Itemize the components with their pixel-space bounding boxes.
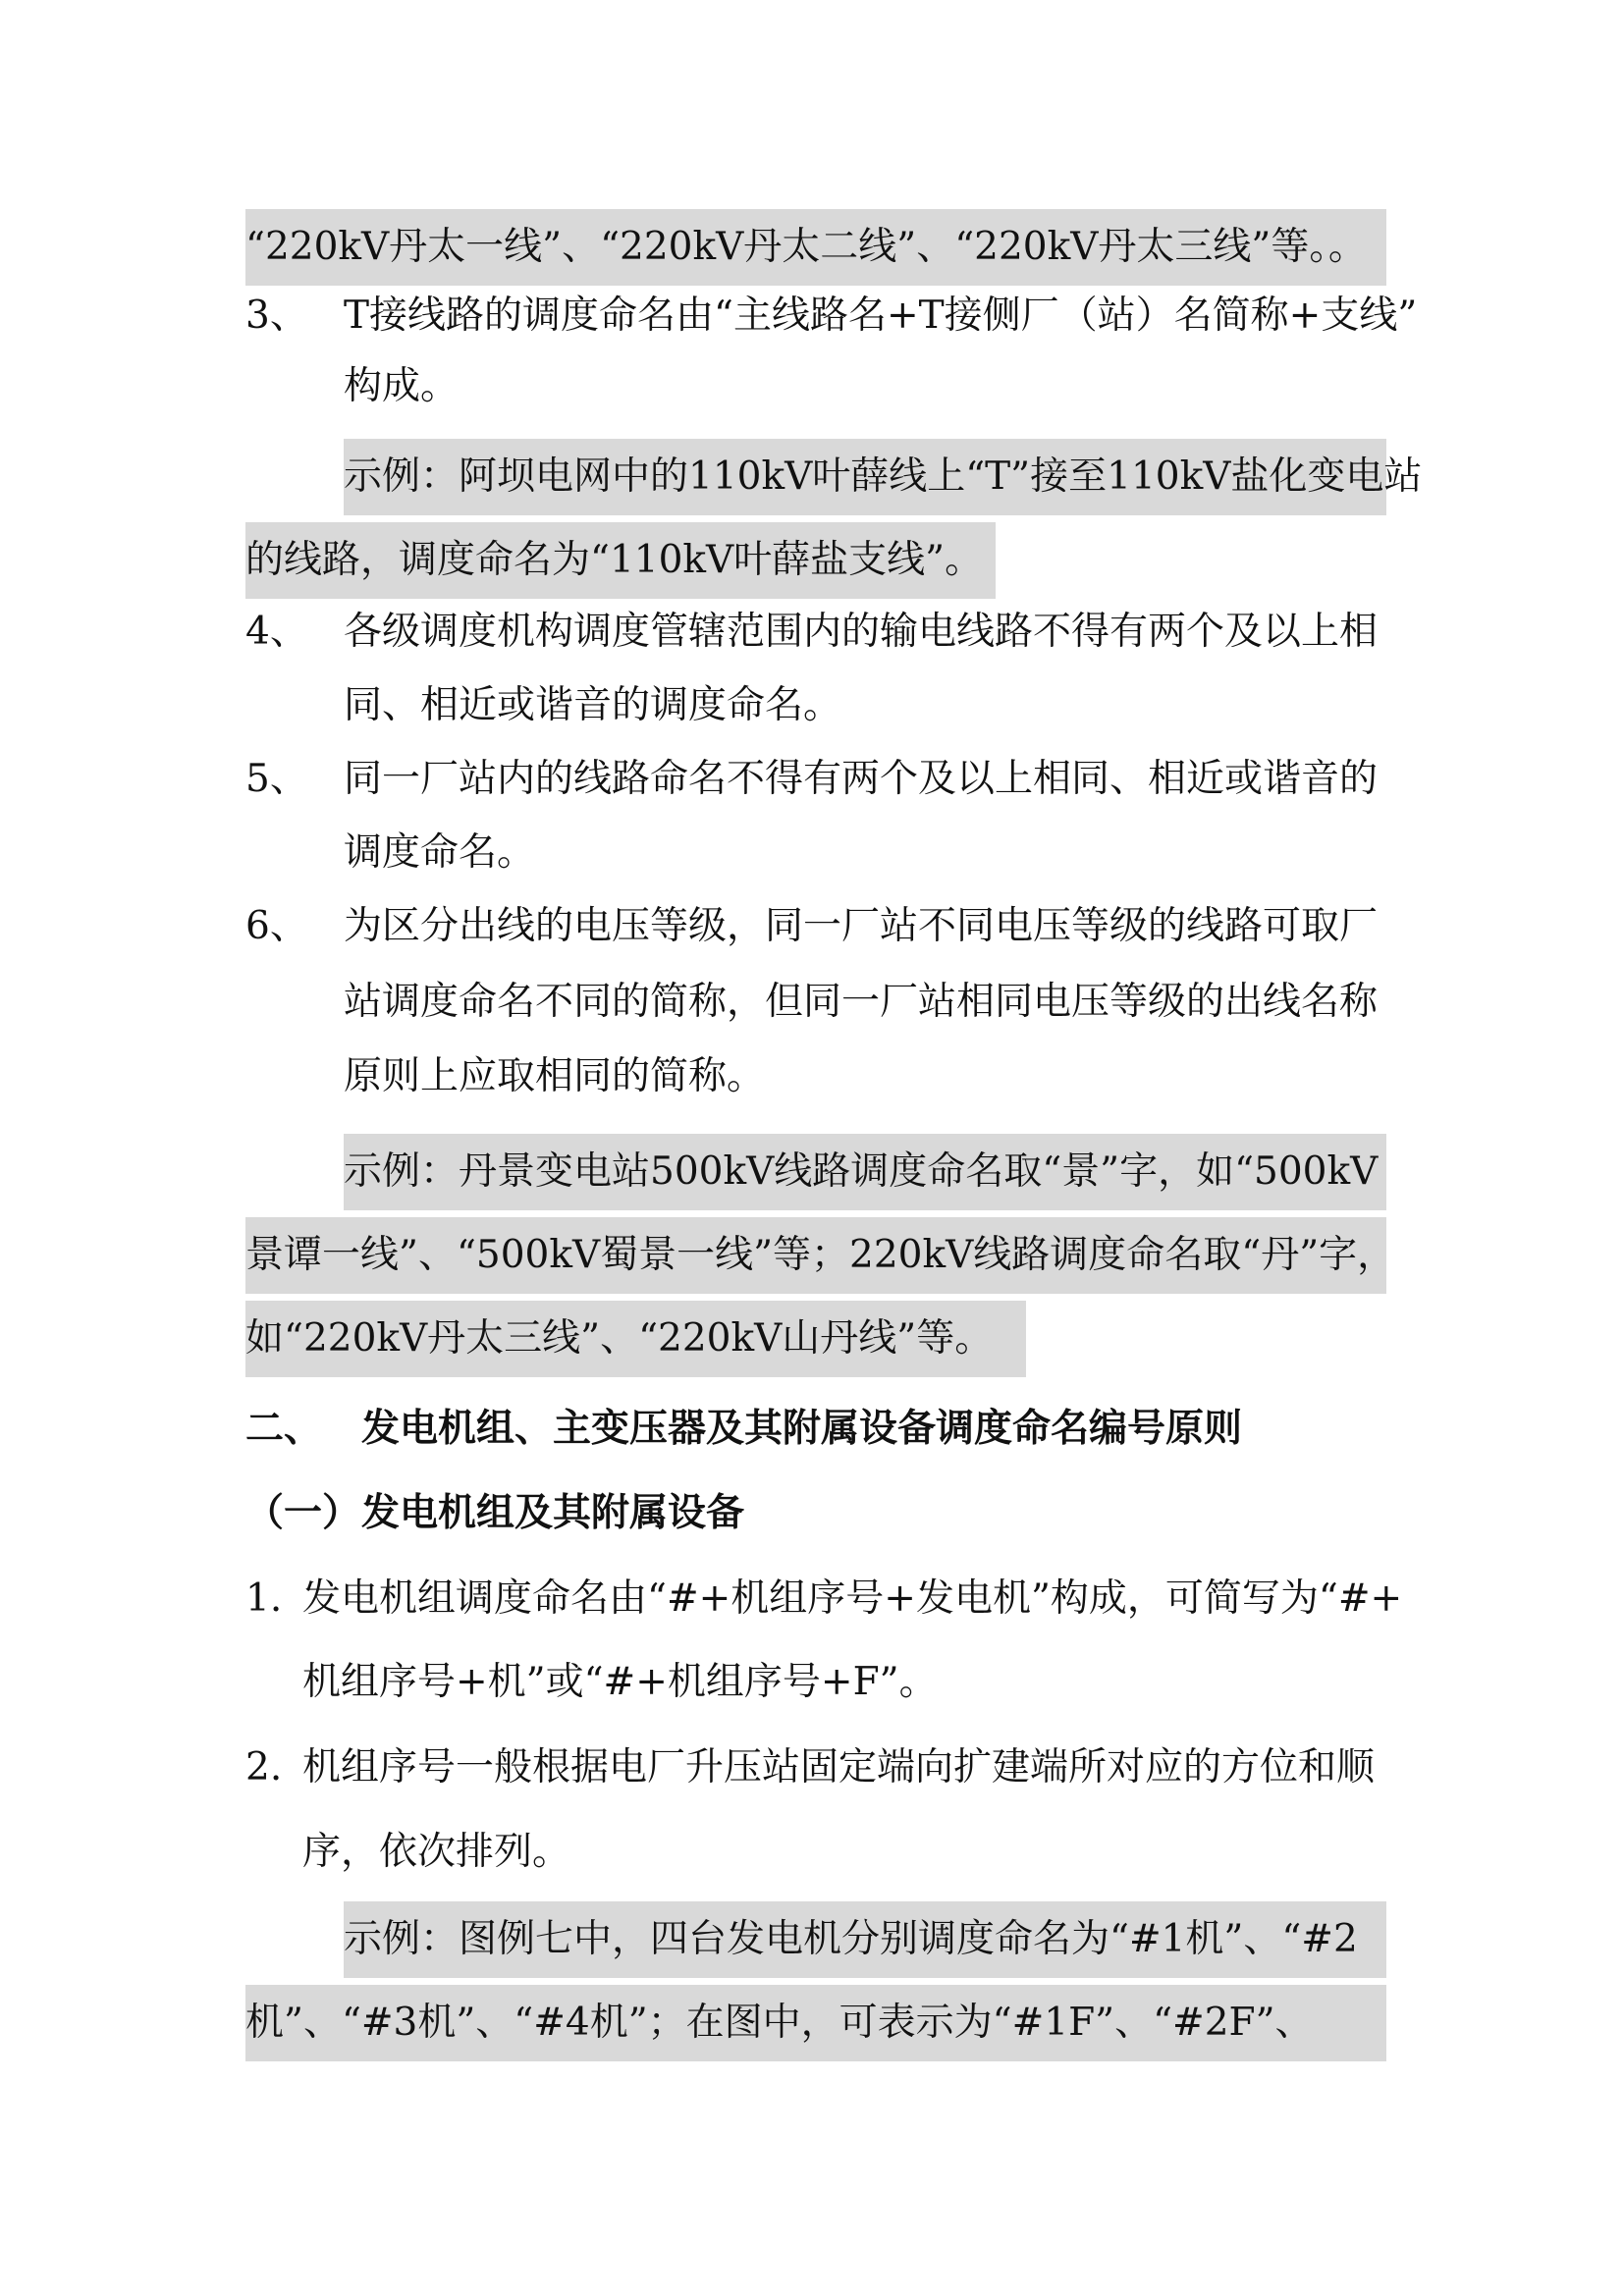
section-2-heading: 发电机组、主变压器及其附属设备调度命名编号原则 (361, 1407, 1243, 1451)
point-number-2: 2. (245, 1745, 283, 1789)
example-1-line-2: 的线路，调度命名为“110kV叶薛盐支线”。 (245, 522, 996, 599)
item-number-6: 6、 (245, 904, 308, 948)
example-1-line-1: 示例：阿坝电网中的110kV叶薛线上“T”接至110kV盐化变电站 (344, 439, 1386, 515)
item-4-text-line-1: 各级调度机构调度管辖范围内的输电线路不得有两个及以上相 (344, 610, 1379, 654)
example-2-line-3: 如“220kV丹太三线”、“220kV山丹线”等。 (245, 1301, 1026, 1377)
item-6-text-line-2: 站调度命名不同的简称，但同一厂站相同电压等级的出线名称 (344, 980, 1379, 1024)
subsection-1-number: （一） (245, 1491, 361, 1535)
example-3-line-1: 示例：图例七中，四台发电机分别调度命名为“#1机”、“#2 (344, 1901, 1386, 1978)
item-4-text-line-2: 同、相近或谐音的调度命名。 (344, 683, 842, 727)
item-5-text-line-2: 调度命名。 (344, 830, 536, 875)
section-2-number: 二、 (245, 1407, 323, 1451)
point-2-text-line-2: 序，依次排列。 (302, 1830, 571, 1874)
point-1-text-line-1: 发电机组调度命名由“#+机组序号+发电机”构成，可简写为“#+ (302, 1576, 1403, 1621)
point-2-text-line-1: 机组序号一般根据电厂升压站固定端向扩建端所对应的方位和顺 (302, 1745, 1376, 1789)
item-3-text-line-1: T接线路的调度命名由“主线路名+T接侧厂（站）名简称+支线” (344, 294, 1418, 338)
example-2-line-2: 景谭一线”、“500kV蜀景一线”等；220kV线路调度命名取“丹”字， (245, 1217, 1386, 1294)
item-6-text-line-3: 原则上应取相同的简称。 (344, 1054, 766, 1098)
item-6-text-line-1: 为区分出线的电压等级，同一厂站不同电压等级的线路可取厂 (344, 904, 1379, 948)
item-3-text-line-2: 构成。 (344, 364, 460, 408)
subsection-1-heading: 发电机组及其附属设备 (361, 1491, 745, 1535)
item-number-3: 3、 (245, 294, 308, 338)
point-number-1: 1. (245, 1576, 283, 1621)
example-2-line-1: 示例：丹景变电站500kV线路调度命名取“景”字，如“500kV (344, 1134, 1386, 1210)
example-3-line-2: 机”、“#3机”、“#4机”；在图中，可表示为“#1F”、“#2F”、 (245, 1985, 1386, 2061)
item-number-4: 4、 (245, 610, 308, 654)
point-1-text-line-2: 机组序号+机”或“#+机组序号+F”。 (302, 1660, 938, 1704)
example-continuation-line: “220kV丹太一线”、“220kV丹太二线”、“220kV丹太三线”等。。 (245, 209, 1386, 286)
item-5-text-line-1: 同一厂站内的线路命名不得有两个及以上相同、相近或谐音的 (344, 757, 1379, 801)
item-number-5: 5、 (245, 757, 308, 801)
